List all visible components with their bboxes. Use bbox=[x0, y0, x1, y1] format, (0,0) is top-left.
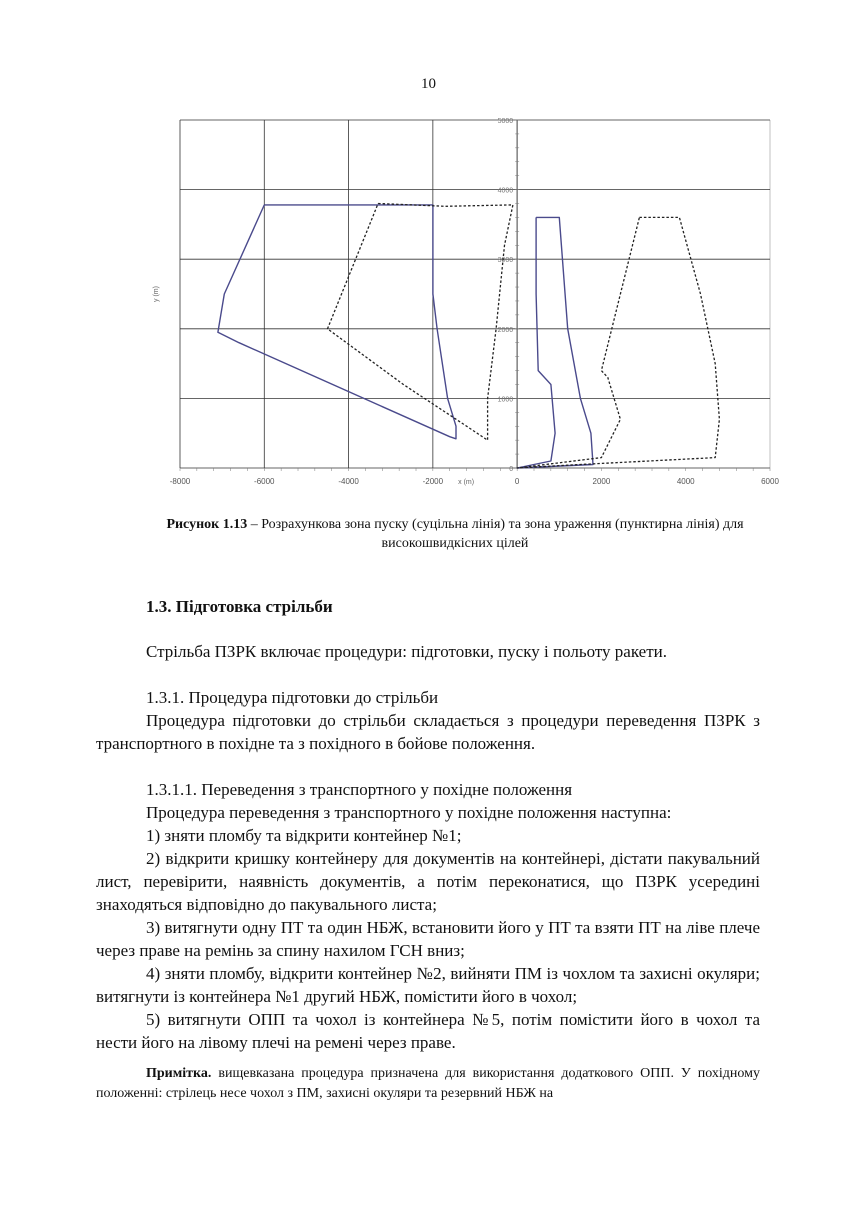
subsubsection-title: 1.3.1.1. Переведення з транспортного у похідне положення bbox=[146, 780, 573, 799]
x-tick-label: 0 bbox=[514, 477, 520, 486]
note-label: Примітка. bbox=[146, 1066, 212, 1081]
list-item: 2) відкрити кришку контейнеру для документів на контейнері, дістати пакувальний лист, перевірити, наявність документів, а потім переконатися, що ПЗРК усередині знаходяться відповідно до пакувального листа; bbox=[96, 849, 760, 914]
section-heading: 1.3. Підготовка стрільби bbox=[146, 597, 333, 616]
x-tick-label: 6000 bbox=[761, 477, 779, 486]
page-number: 10 bbox=[421, 76, 436, 92]
kill-zone-line bbox=[328, 204, 513, 441]
kill-zone-line bbox=[517, 217, 719, 468]
note-paragraph bbox=[96, 1064, 760, 1104]
y-tick-label: 1000 bbox=[497, 396, 514, 404]
caption-label: Рисунок 1.13 bbox=[166, 517, 248, 532]
x-tick-label: -8000 bbox=[169, 477, 191, 486]
x-axis-label: x (m) bbox=[458, 479, 475, 486]
y-tick-label: 4000 bbox=[497, 187, 514, 195]
figure-caption bbox=[140, 515, 770, 553]
y-axis-label: y (m) bbox=[153, 286, 160, 302]
caption-text: – Розрахункова зона пуску (суцільна лінія) та зона ураження (пунктирна лінія) для високошвидкісних цілей bbox=[247, 517, 744, 551]
subsubsection-paragraph: Процедура переведення з транспортного у похідне положення наступна: bbox=[146, 803, 672, 822]
chart-grid bbox=[180, 120, 770, 471]
launch-zone-line bbox=[218, 205, 456, 439]
launch-zone-line bbox=[517, 217, 593, 468]
x-tick-label: 2000 bbox=[592, 477, 611, 486]
y-tick-label: 0 bbox=[509, 466, 514, 473]
list-item: 5) витягнути ОПП та чохол із контейнера №5, потім помістити його в чохол та нести його на лівому плечі на ремені через праве. bbox=[96, 1010, 760, 1052]
x-tick-label: -4000 bbox=[338, 477, 359, 486]
chart-series bbox=[218, 204, 720, 469]
note-text: вищевказана процедура призначена для використання додаткового ОПП. У похідному положенні: стрілець несе чохол з ПМ, захисні окуляри та резервний НБЖ на bbox=[96, 1066, 760, 1101]
x-tick-label: -2000 bbox=[422, 477, 444, 486]
subsection-paragraph: Процедура підготовки до стрільби складається з процедури переведення ПЗРК з транспортного в похідне та з похідного в бойове положення. bbox=[96, 711, 760, 753]
subsection-title: 1.3.1. Процедура підготовки до стрільби bbox=[146, 688, 439, 707]
list-item: 4) зняти пломбу, відкрити контейнер №2, вийняти ПМ із чохлом та захисні окуляри; витягнути із контейнера №1 другий НБЖ, помістити його в чохол; bbox=[96, 964, 760, 1006]
x-tick-label: 4000 bbox=[676, 477, 695, 486]
x-tick-label: -6000 bbox=[254, 477, 275, 486]
list-item: 3) витягнути одну ПТ та один НБЖ, встановити його у ПТ та взяти ПТ на ліве плече через праве на ремінь за спину нахилом ГСН вниз; bbox=[96, 918, 760, 960]
y-tick-label: 5000 bbox=[497, 118, 514, 125]
y-tick-label: 2000 bbox=[497, 326, 514, 334]
launch-zone-chart bbox=[153, 110, 780, 495]
section-body bbox=[96, 640, 760, 1104]
y-tick-label: 3000 bbox=[497, 257, 514, 265]
intro-paragraph: Стрільба ПЗРК включає процедури: підготовки, пуску і польоту ракети. bbox=[146, 642, 668, 661]
list-item: 1) зняти пломбу та відкрити контейнер №1; bbox=[146, 826, 462, 845]
